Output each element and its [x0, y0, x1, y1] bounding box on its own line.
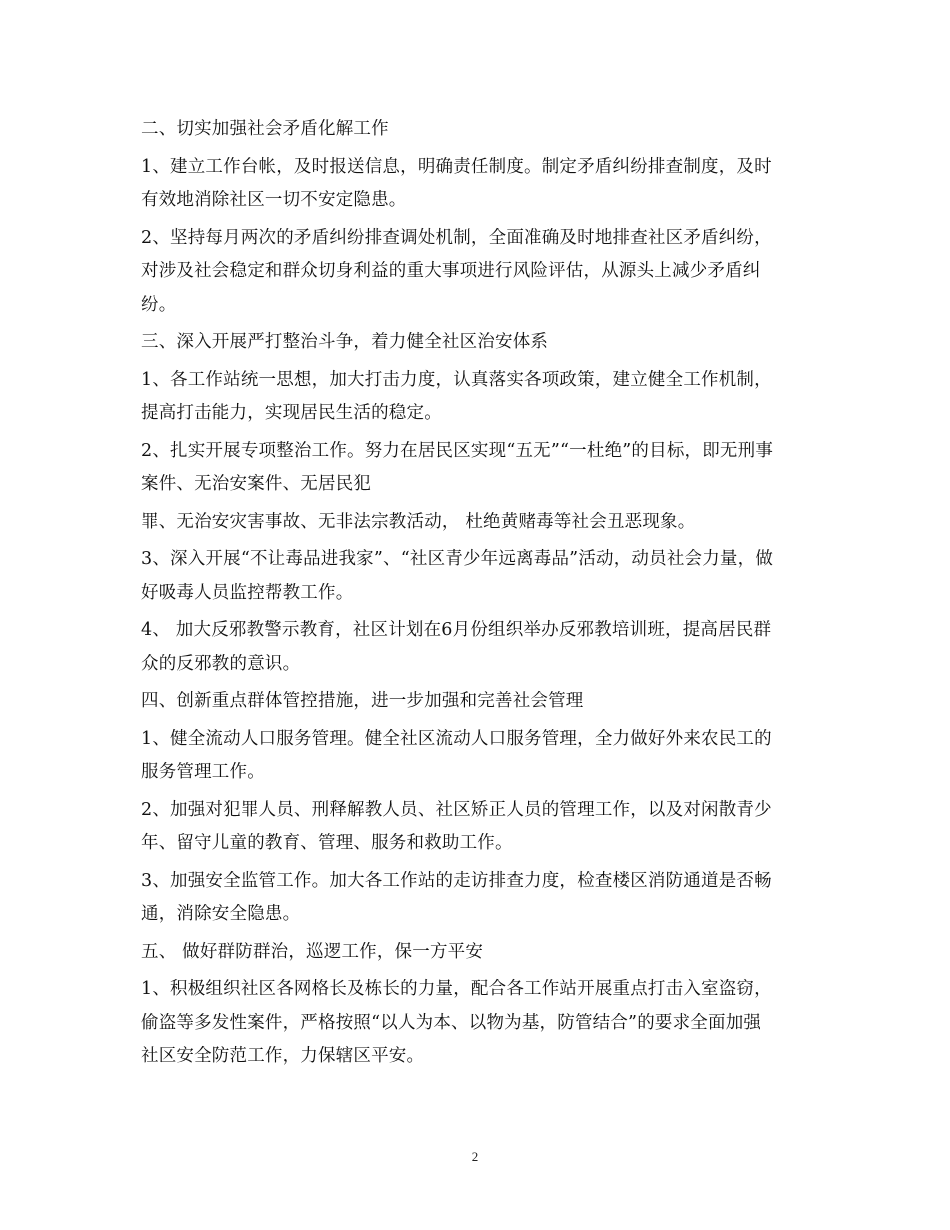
text-line: 社区安全防范工作，力保辖区平安。 [141, 1046, 425, 1066]
paragraph-4-3 [141, 865, 816, 932]
paragraph-3-2 [141, 435, 816, 502]
page-number: 2 [471, 1149, 479, 1164]
paragraph-3-1 [141, 364, 816, 431]
text-line: 众的反邪教的意识。 [141, 653, 301, 674]
paragraph-2-1 [141, 151, 816, 218]
text-line: 1、积极组织社区各网格长及栋长的力量，配合各工作站开展重点打击入室盗窃， [141, 979, 772, 999]
text-line: 4、 加大反邪教警示教育，社区计划在6月份组织举办反邪教培训班，提高居民群 [141, 620, 772, 640]
text-line: 好吸毒人员监控帮教工作。 [141, 582, 354, 603]
text-line: 3、加强安全监管工作。加大各工作站的走访排查力度，检查楼区消防通道是否畅 [141, 870, 772, 891]
text-line: 五、 做好群防群治，巡逻工作，保一方平安 [141, 941, 484, 962]
paragraph-3-3 [141, 543, 816, 610]
section-heading-5 [141, 936, 816, 970]
text-line: 通，消除安全隐患。 [141, 904, 301, 924]
paragraph-3-2-continued [141, 506, 816, 540]
text-line: 四、创新重点群体管控措施，进一步加强和完善社会管理 [141, 691, 584, 711]
text-line: 2、扎实开展专项整治工作。努力在居民区实现“五无”“一杜绝”的目标，即无刑事 [141, 440, 774, 461]
paragraph-5-1 [141, 973, 816, 1074]
text-line: 1、建立工作台帐，及时报送信息，明确责任制度。制定矛盾纠纷排查制度，及时 [141, 156, 772, 177]
text-line: 偷盗等多发性案件，严格按照“以人为本、以物为基，防管结合”的要求全面加强 [141, 1012, 762, 1033]
paragraph-4-1 [141, 723, 816, 790]
paragraph-2-2 [141, 222, 816, 323]
text-line: 罪、无治安灾害事故、无非法宗教活动， 杜绝黄赌毒等社会丑恶现象。 [141, 511, 696, 532]
text-line: 1、各工作站统一思想，加大打击力度，认真落实各项政策，建立健全工作机制， [141, 369, 772, 390]
text-line: 有效地消除社区一切不安定隐患。 [141, 190, 407, 210]
section-heading-4 [141, 685, 816, 719]
text-line: 对涉及社会稳定和群众切身利益的重大事项进行风险评估，从源头上减少矛盾纠 [141, 261, 761, 281]
text-line: 提高打击能力，实现居民生活的稳定。 [141, 403, 442, 423]
text-line: 年、留守儿童的教育、管理、服务和救助工作。 [141, 833, 513, 853]
text-line: 案件、无治安案件、无居民犯 [141, 474, 372, 494]
text-line: 二、切实加强社会矛盾化解工作 [141, 119, 389, 139]
paragraph-3-4 [141, 614, 816, 681]
text-line: 纷。 [141, 294, 177, 315]
section-heading-3 [141, 326, 816, 360]
text-line: 三、深入开展严打整治斗争，着力健全社区治安体系 [141, 332, 549, 352]
text-line: 1、健全流动人口服务管理。健全社区流动人口服务管理，全力做好外来农民工的 [141, 728, 772, 749]
text-line: 服务管理工作。 [141, 762, 265, 782]
document-body [141, 113, 816, 1078]
text-line: 3、深入开展“不让毒品进我家”、“社区青少年远离毒品”活动，动员社会力量，做 [141, 549, 774, 569]
paragraph-4-2 [141, 794, 816, 861]
text-line: 2、坚持每月两次的矛盾纠纷排查调处机制，全面准确及时地排查社区矛盾纠纷， [141, 227, 772, 248]
text-line: 2、加强对犯罪人员、刑释解教人员、社区矫正人员的管理工作，以及对闲散青少 [141, 799, 772, 820]
section-heading-2 [141, 113, 816, 147]
